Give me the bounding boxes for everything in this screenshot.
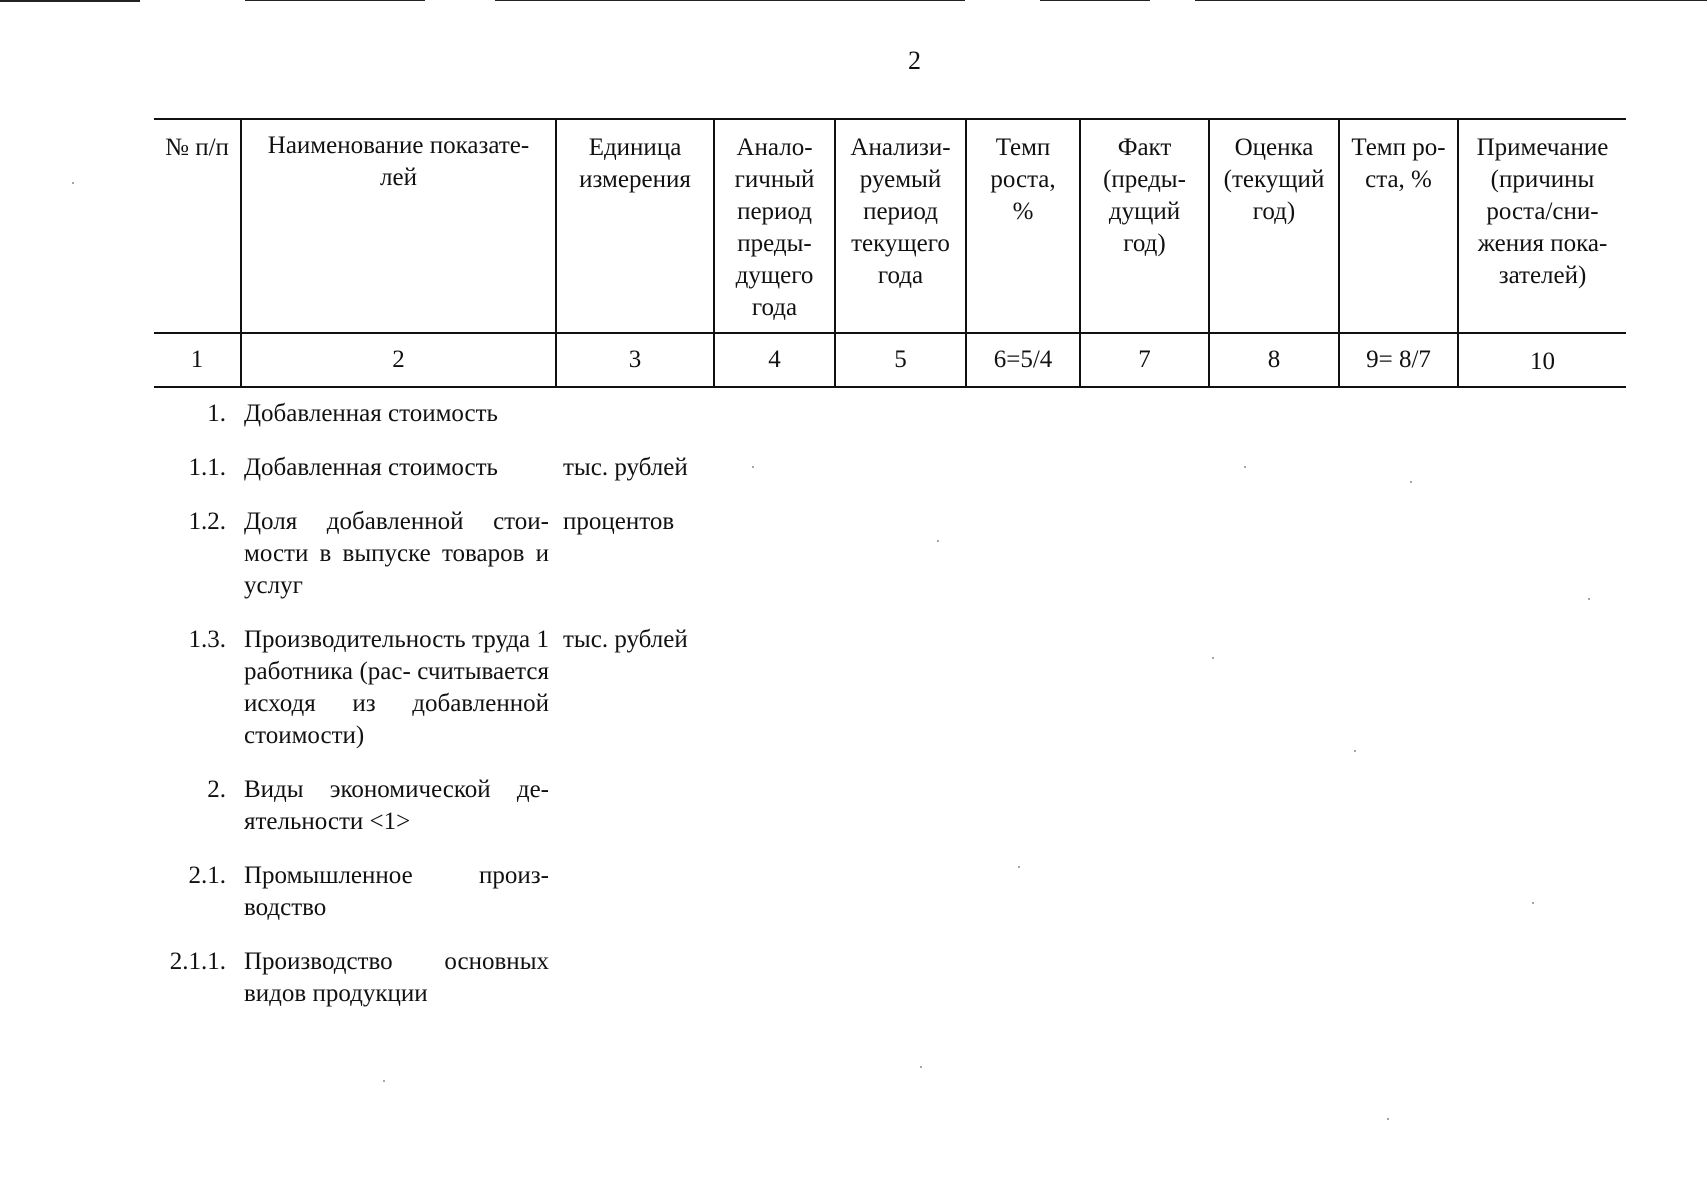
- table-row: [154, 624, 714, 752]
- row-unit: [549, 774, 563, 838]
- scan-speck: [1018, 866, 1020, 868]
- header-growth-rate-2: Темп ро- ста, %: [1351, 134, 1446, 193]
- indicator-rows: [154, 398, 714, 1032]
- header-prev-period: Анало- гичный период преды- дущего года: [734, 134, 815, 321]
- column-number: 2: [392, 346, 405, 373]
- header-unit: Единица измерения: [579, 134, 691, 193]
- row-number: 1.: [207, 400, 226, 427]
- row-indicator-name: Производительность труда 1 работника (рас- считывается исходя из добавленной стоимости): [244, 626, 549, 749]
- scan-speck: [920, 1066, 922, 1068]
- scan-edge-line: [495, 0, 965, 1]
- row-number: 1.2.: [188, 508, 226, 535]
- header-number: № п/п: [165, 134, 229, 161]
- column-number: 4: [768, 346, 781, 373]
- row-indicator-name: Добавленная стоимость: [244, 400, 498, 427]
- row-number: 2.: [207, 776, 226, 803]
- table-row: [154, 398, 714, 430]
- column-number: 1: [190, 346, 204, 373]
- header-fact-prev-year: Факт (преды- дущий год): [1103, 134, 1186, 257]
- scan-speck: [383, 1080, 385, 1082]
- row-indicator-name: Промышленное произ- водство: [244, 862, 549, 921]
- row-number: 2.1.1.: [169, 948, 226, 975]
- scan-speck: [752, 466, 754, 468]
- table-row: [154, 860, 714, 924]
- header-estimate-current-year: Оценка (текущий год): [1223, 134, 1325, 225]
- row-indicator-name: Производство основных видов продукции: [244, 948, 549, 1007]
- scan-edge-line: [0, 0, 140, 2]
- column-number: 5: [894, 346, 907, 373]
- column-number: 9= 8/7: [1366, 346, 1431, 373]
- row-indicator-name: Добавленная стоимость: [244, 454, 498, 481]
- page-number: 2: [908, 46, 921, 75]
- row-number: 1.1.: [188, 454, 226, 481]
- header-note: Примечание (причины роста/сни- жения пока- зателей): [1476, 134, 1609, 289]
- table-bottom-rule: [154, 386, 1626, 388]
- scan-edge-line: [245, 0, 425, 1]
- row-unit: [549, 860, 563, 924]
- table-row: [154, 946, 714, 1010]
- scan-edge-line: [1195, 0, 1707, 1]
- row-unit: процентов: [563, 508, 675, 535]
- scan-speck: [1354, 750, 1356, 752]
- row-number: 2.1.: [188, 862, 226, 889]
- table-top-rule: [154, 118, 1626, 120]
- scan-speck: [72, 182, 74, 184]
- header-indicator-name: Наименование показате- лей: [267, 132, 530, 191]
- header-current-period: Анализи- руемый период текущего года: [850, 134, 951, 289]
- table-row: [154, 506, 714, 602]
- row-unit: тыс. рублей: [563, 626, 688, 653]
- scan-speck: [1244, 466, 1246, 468]
- table-header-rule: [154, 332, 1626, 334]
- row-unit: тыс. рублей: [563, 454, 688, 481]
- column-number: 10: [1530, 348, 1555, 375]
- scan-speck: [1387, 1118, 1389, 1120]
- scan-speck: [1588, 598, 1590, 600]
- header-growth-rate: Темп роста, %: [990, 134, 1056, 225]
- scan-speck: [1532, 902, 1534, 904]
- row-number: 1.3.: [188, 626, 226, 653]
- column-number: 6=5/4: [993, 346, 1053, 373]
- column-number: 3: [628, 346, 642, 373]
- column-number: 7: [1138, 346, 1151, 373]
- row-unit: [549, 398, 563, 430]
- column-number: 8: [1267, 346, 1281, 373]
- row-indicator-name: Доля добавленной стои- мости в выпуске товаров и услуг: [244, 508, 549, 599]
- table-row: [154, 774, 714, 838]
- row-indicator-name: Виды экономической де- ятельности <1>: [244, 776, 549, 835]
- table-row: [154, 452, 714, 484]
- scan-speck: [937, 540, 939, 542]
- scan-speck: [1410, 481, 1412, 483]
- scan-edge-line: [1040, 0, 1150, 1]
- row-unit: [549, 946, 563, 1010]
- scan-speck: [1212, 657, 1214, 659]
